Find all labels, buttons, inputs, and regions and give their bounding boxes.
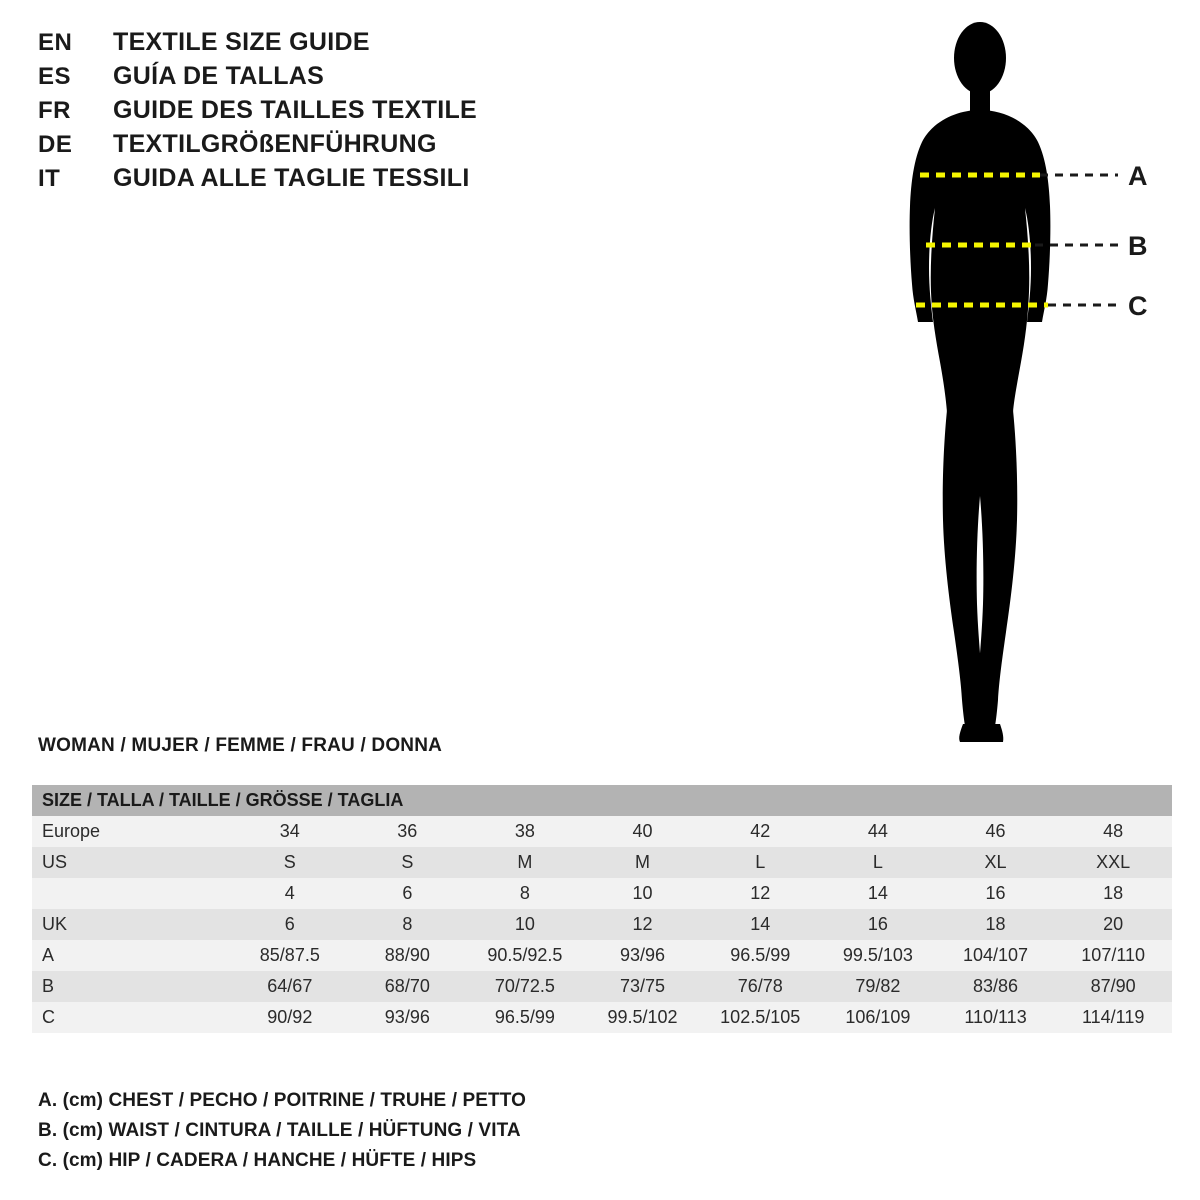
table-cell: M — [466, 847, 584, 878]
row-label: C — [32, 1002, 231, 1033]
table-cell: 68/70 — [349, 971, 466, 1002]
language-row — [38, 164, 678, 198]
woman-silhouette-icon — [910, 22, 1051, 742]
table-cell: 44 — [819, 816, 937, 847]
table-cell: S — [349, 847, 466, 878]
table-cell: 12 — [584, 909, 702, 940]
size-table — [32, 785, 1172, 1033]
table-cell: M — [584, 847, 702, 878]
table-row — [32, 940, 1172, 971]
table-cell: 4 — [231, 878, 349, 909]
table-cell: 64/67 — [231, 971, 349, 1002]
table-cell: XXL — [1054, 847, 1172, 878]
legend-line-b: B. (cm) WAIST / CINTURA / TAILLE / HÜFTUNG / VITA — [38, 1120, 521, 1141]
language-row — [38, 28, 678, 62]
table-cell: 99.5/102 — [584, 1002, 702, 1033]
woman-silhouette-figure — [860, 10, 1190, 750]
language-row — [38, 96, 678, 130]
language-title: GUÍA DE TALLAS — [113, 62, 325, 90]
table-cell: 18 — [1054, 878, 1172, 909]
table-cell: 46 — [937, 816, 1055, 847]
table-cell: 40 — [584, 816, 702, 847]
language-code: ES — [38, 63, 72, 90]
table-cell: 8 — [349, 909, 466, 940]
table-cell: 104/107 — [937, 940, 1055, 971]
table-cell: 96.5/99 — [466, 1002, 584, 1033]
marker-label-b: B — [1128, 231, 1148, 261]
table-header-row — [32, 785, 1172, 816]
language-title: GUIDA ALLE TAGLIE TESSILI — [113, 164, 470, 192]
table-cell: L — [701, 847, 819, 878]
table-cell: 34 — [231, 816, 349, 847]
language-code: EN — [38, 29, 73, 56]
row-label — [32, 878, 231, 909]
measurement-legend — [38, 1090, 838, 1180]
table-cell: L — [819, 847, 937, 878]
language-title: GUIDE DES TAILLES TEXTILE — [113, 96, 478, 124]
table-row — [32, 971, 1172, 1002]
table-cell: 73/75 — [584, 971, 702, 1002]
table-cell: 38 — [466, 816, 584, 847]
table-cell: 10 — [584, 878, 702, 909]
language-title-block — [38, 28, 678, 198]
table-cell: 102.5/105 — [701, 1002, 819, 1033]
language-row — [38, 130, 678, 164]
table-cell: 20 — [1054, 909, 1172, 940]
table-cell: 70/72.5 — [466, 971, 584, 1002]
table-cell: 99.5/103 — [819, 940, 937, 971]
table-cell: 36 — [349, 816, 466, 847]
table-cell: 12 — [701, 878, 819, 909]
table-row — [32, 878, 1172, 909]
language-title: TEXTILGRÖßENFÜHRUNG — [113, 130, 437, 158]
row-label: US — [32, 847, 231, 878]
table-row — [32, 816, 1172, 847]
table-cell: 85/87.5 — [231, 940, 349, 971]
table-cell: 16 — [937, 878, 1055, 909]
row-label: A — [32, 940, 231, 971]
table-cell: 14 — [819, 878, 937, 909]
table-cell: 10 — [466, 909, 584, 940]
table-cell: 114/119 — [1054, 1002, 1172, 1033]
section-title: WOMAN / MUJER / FEMME / FRAU / DONNA — [38, 735, 443, 756]
table-cell: 90.5/92.5 — [466, 940, 584, 971]
table-cell: 110/113 — [937, 1002, 1055, 1033]
row-label: B — [32, 971, 231, 1002]
table-cell: 76/78 — [701, 971, 819, 1002]
table-cell: 87/90 — [1054, 971, 1172, 1002]
language-code: IT — [38, 165, 61, 192]
table-cell: 93/96 — [349, 1002, 466, 1033]
language-code: DE — [38, 131, 73, 158]
marker-label-a: A — [1128, 161, 1148, 191]
table-cell: 18 — [937, 909, 1055, 940]
language-code: FR — [38, 97, 71, 124]
table-row — [32, 909, 1172, 940]
table-cell: 90/92 — [231, 1002, 349, 1033]
table-cell: 16 — [819, 909, 937, 940]
legend-line-c: C. (cm) HIP / CADERA / HANCHE / HÜFTE / HIPS — [38, 1150, 477, 1171]
language-row — [38, 62, 678, 96]
table-cell: 93/96 — [584, 940, 702, 971]
table-cell: 88/90 — [349, 940, 466, 971]
table-cell: 42 — [701, 816, 819, 847]
table-cell: 6 — [349, 878, 466, 909]
table-cell: XL — [937, 847, 1055, 878]
table-cell: 79/82 — [819, 971, 937, 1002]
table-cell: 6 — [231, 909, 349, 940]
row-label: Europe — [32, 816, 231, 847]
table-cell: 14 — [701, 909, 819, 940]
row-label: UK — [32, 909, 231, 940]
table-header-label: SIZE / TALLA / TAILLE / GRÖSSE / TAGLIA — [32, 785, 1172, 816]
table-cell: 8 — [466, 878, 584, 909]
language-title: TEXTILE SIZE GUIDE — [113, 28, 370, 56]
table-cell: 83/86 — [937, 971, 1055, 1002]
table-cell: 48 — [1054, 816, 1172, 847]
table-cell: 96.5/99 — [701, 940, 819, 971]
table-cell: S — [231, 847, 349, 878]
table-cell: 106/109 — [819, 1002, 937, 1033]
table-row — [32, 1002, 1172, 1033]
table-row — [32, 847, 1172, 878]
legend-line-a: A. (cm) CHEST / PECHO / POITRINE / TRUHE / PETTO — [38, 1090, 526, 1111]
marker-label-c: C — [1128, 291, 1148, 321]
table-cell: 107/110 — [1054, 940, 1172, 971]
